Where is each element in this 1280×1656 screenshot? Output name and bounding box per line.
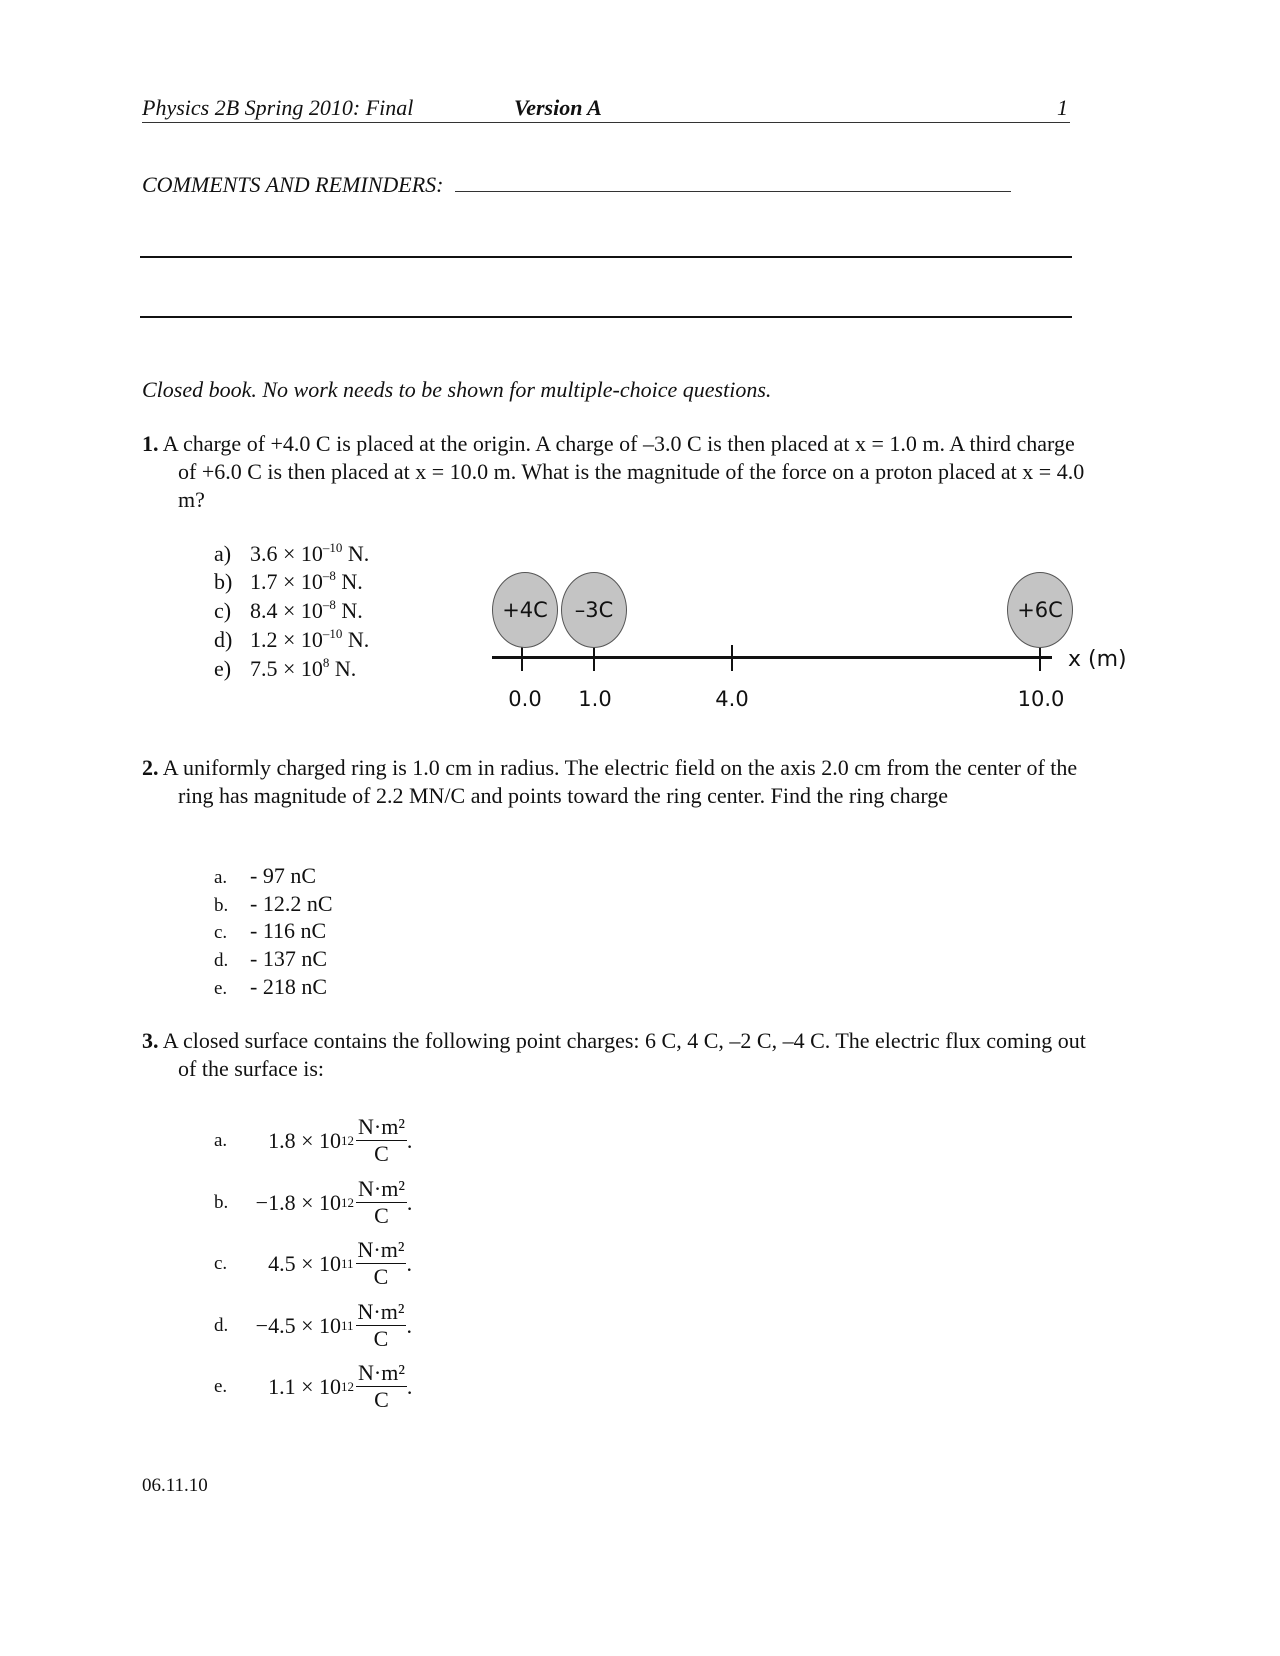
question-number: 1. bbox=[142, 431, 159, 456]
question-text: A uniformly charged ring is 1.0 cm in radius. The electric field on the axis 2.0 cm from the center of the ring has magnitude of 2.2 MN/C and points toward the ring center. Find the ring charge bbox=[162, 755, 1078, 808]
option-unit: N. bbox=[335, 569, 363, 594]
axis-label: x (m) bbox=[1068, 647, 1127, 672]
option-label: d. bbox=[214, 1314, 229, 1336]
unit-denominator: C bbox=[373, 1264, 389, 1289]
option-unit: N. bbox=[335, 598, 363, 623]
unit-denominator: C bbox=[374, 1203, 389, 1228]
unit-fraction bbox=[356, 1114, 407, 1167]
unit-numerator: N·m² bbox=[358, 1360, 405, 1385]
x-axis-line bbox=[492, 656, 1052, 659]
unit-denominator: C bbox=[373, 1326, 389, 1351]
option-value: - 218 nC bbox=[250, 974, 327, 999]
option-d[interactable]: d. −4.5 × 10 11 $\frac{\text{N·m²}}{C}$ . bbox=[214, 1299, 412, 1351]
charge-plus-4c: +4C bbox=[492, 572, 558, 648]
comments-rule-2 bbox=[140, 316, 1072, 318]
option-label: e. bbox=[214, 978, 228, 999]
option-e[interactable] bbox=[214, 973, 327, 1003]
tick-label: 4.0 bbox=[715, 687, 749, 711]
tick-label: 0.0 bbox=[508, 687, 542, 711]
unit-numerator: N·m² bbox=[357, 1237, 405, 1262]
unit-fraction bbox=[356, 1360, 407, 1413]
comments-label bbox=[142, 171, 1011, 199]
option-label: c. bbox=[214, 1252, 228, 1274]
option-c[interactable]: c. 4.5 × 10 11 $\frac{\text{N·m²}}{C}$ . bbox=[214, 1237, 412, 1289]
question-3 bbox=[142, 1027, 1108, 1083]
option-value: 1.8 × 10 bbox=[268, 1127, 341, 1153]
tick-label: 1.0 bbox=[578, 687, 612, 711]
option-value: 1.1 × 10 bbox=[268, 1373, 341, 1399]
option-d[interactable] bbox=[214, 945, 327, 975]
option-value: −1.8 × 10 bbox=[255, 1189, 341, 1215]
option-label: c. bbox=[214, 922, 228, 943]
unit-numerator: N·m² bbox=[357, 1299, 405, 1324]
option-unit: N. bbox=[342, 627, 370, 652]
option-label: b) bbox=[214, 569, 233, 594]
option-label: e. bbox=[214, 1375, 228, 1397]
question-2 bbox=[142, 754, 1108, 810]
option-exponent: –8 bbox=[322, 568, 336, 583]
option-label: e) bbox=[214, 656, 232, 681]
option-value: - 116 nC bbox=[250, 918, 327, 943]
option-e[interactable] bbox=[214, 655, 356, 683]
tick-label: 10.0 bbox=[1017, 687, 1065, 711]
option-label: d. bbox=[214, 950, 229, 971]
option-exponent: 8 bbox=[322, 655, 330, 670]
comments-blank-line bbox=[455, 191, 1011, 192]
charge-minus-3c: –3C bbox=[561, 572, 627, 648]
option-exponent: –10 bbox=[322, 626, 343, 641]
comments-rule-1 bbox=[140, 256, 1072, 258]
unit-numerator: N·m² bbox=[358, 1176, 405, 1201]
question-text: A charge of +4.0 C is placed at the origin. A charge of –3.0 C is then placed at x = 1.0 m. A third charge of +6.0 C is then placed at x = 10.0 m. What is the magnitude of the force on a proton placed at x = 4.0 m? bbox=[162, 431, 1085, 512]
charge-diagram bbox=[480, 575, 1180, 735]
option-d[interactable] bbox=[214, 626, 369, 654]
unit-denominator: C bbox=[374, 1141, 389, 1166]
option-label: a. bbox=[214, 867, 228, 888]
version-label: Version A bbox=[514, 95, 602, 120]
option-unit: N. bbox=[342, 541, 370, 566]
question-number: 3. bbox=[142, 1028, 159, 1053]
unit-fraction bbox=[356, 1237, 407, 1290]
axis-tick-cross bbox=[1029, 657, 1051, 659]
course-title: Physics 2B Spring 2010: Final bbox=[142, 95, 414, 120]
page-number: 1 bbox=[1057, 95, 1068, 120]
unit-fraction bbox=[356, 1299, 407, 1352]
option-label: b. bbox=[214, 1191, 229, 1213]
option-label: a) bbox=[214, 541, 232, 566]
option-c[interactable] bbox=[214, 917, 326, 947]
page-header bbox=[142, 95, 1070, 123]
option-unit: N. bbox=[329, 656, 357, 681]
comments-label-text: COMMENTS AND REMINDERS: bbox=[142, 172, 444, 197]
option-a[interactable] bbox=[214, 862, 316, 892]
option-exponent: –8 bbox=[322, 597, 336, 612]
option-b[interactable] bbox=[214, 890, 333, 920]
option-value: 1.7 × 10 bbox=[250, 569, 323, 594]
option-value: - 137 nC bbox=[250, 946, 327, 971]
option-a[interactable]: a. 1.8 × 10 12 $\frac{\text{N·m²}}{C}$ . bbox=[214, 1114, 413, 1166]
option-value: 4.5 × 10 bbox=[268, 1250, 341, 1276]
option-label: a. bbox=[214, 1129, 228, 1151]
option-value: 3.6 × 10 bbox=[250, 541, 323, 566]
unit-fraction bbox=[356, 1176, 407, 1229]
option-label: b. bbox=[214, 895, 229, 916]
option-b[interactable]: b. −1.8 × 10 12 $\frac{\text{N·m²}}{C}$ . bbox=[214, 1176, 413, 1228]
option-value: −4.5 × 10 bbox=[255, 1312, 341, 1338]
option-label: c) bbox=[214, 598, 232, 623]
option-b[interactable] bbox=[214, 568, 363, 596]
question-number: 2. bbox=[142, 755, 159, 780]
option-a[interactable] bbox=[214, 540, 369, 568]
question-text: A closed surface contains the following point charges: 6 C, 4 C, –2 C, –4 C. The electric flux coming out of the surface is: bbox=[162, 1028, 1086, 1081]
option-exponent: –10 bbox=[322, 540, 343, 555]
option-value: 8.4 × 10 bbox=[250, 598, 323, 623]
footer-date: 06.11.10 bbox=[142, 1475, 208, 1496]
option-value: - 12.2 nC bbox=[250, 891, 333, 916]
question-1 bbox=[142, 430, 1088, 514]
option-value: 7.5 × 10 bbox=[250, 656, 323, 681]
option-c[interactable] bbox=[214, 597, 363, 625]
instructions: Closed book. No work needs to be shown for multiple-choice questions. bbox=[142, 377, 772, 402]
option-value: 1.2 × 10 bbox=[250, 627, 323, 652]
option-value: - 97 nC bbox=[250, 863, 316, 888]
axis-tick bbox=[731, 645, 733, 671]
charge-plus-6c: +6C bbox=[1007, 572, 1073, 648]
unit-denominator: C bbox=[374, 1387, 389, 1412]
unit-numerator: N·m² bbox=[358, 1114, 405, 1139]
axis-tick bbox=[521, 645, 523, 671]
axis-tick bbox=[593, 645, 595, 671]
option-label: d) bbox=[214, 627, 233, 652]
option-e[interactable]: e. 1.1 × 10 12 $\frac{\text{N·m²}}{C}$ . bbox=[214, 1360, 413, 1412]
